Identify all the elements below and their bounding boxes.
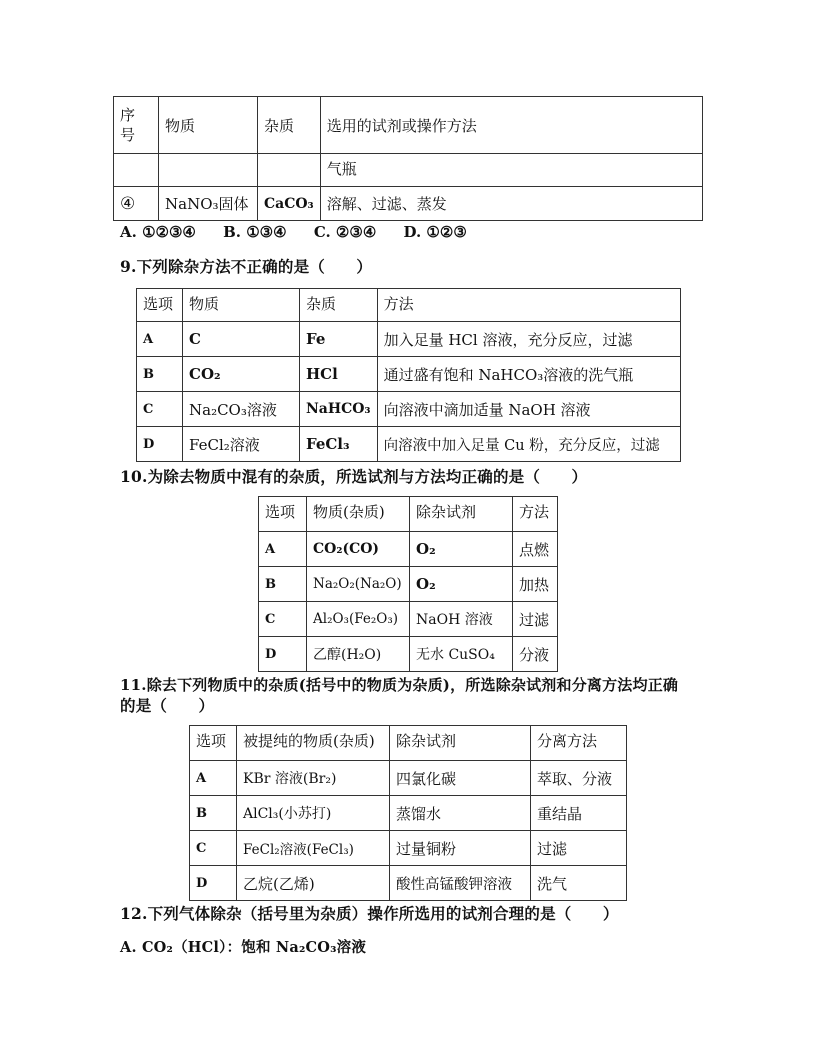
- question-10-title: 10.为除去物质中混有的杂质，所选试剂与方法均正确的是（ ）: [120, 467, 588, 486]
- table-cell: 除杂试剂: [410, 497, 513, 532]
- table-cell: 加入足量 HCl 溶液，充分反应，过滤: [377, 322, 680, 357]
- table-q9: [136, 288, 681, 462]
- table-row: [137, 427, 681, 462]
- table-cell: 萃取、分液: [531, 761, 627, 796]
- table-row: [259, 567, 558, 602]
- q8-options: [120, 223, 489, 241]
- table-cell: D: [137, 427, 183, 462]
- table-row: [114, 154, 703, 187]
- question-11-title-line1: 11.除去下列物质中的杂质(括号中的物质为杂质)，所选除杂试剂和分离方法均正确: [120, 676, 679, 694]
- table-row: [137, 392, 681, 427]
- table-cell: 选项: [259, 497, 307, 532]
- table-cell: A: [259, 532, 307, 567]
- option-b: B. ①③④: [223, 223, 287, 241]
- table-cell: 通过盛有饱和 NaHCO₃溶液的洗气瓶: [377, 357, 680, 392]
- table-cell: 溶解、过滤、蒸发: [320, 187, 702, 221]
- table-cell: 酸性高锰酸钾溶液: [390, 866, 531, 901]
- table-row: [190, 726, 627, 761]
- table-cell: 乙烷(乙烯): [237, 866, 390, 901]
- table-cell: A: [190, 761, 237, 796]
- table-q11: [189, 725, 627, 901]
- table-cell: NaOH 溶液: [410, 602, 513, 637]
- table-row: [190, 866, 627, 901]
- table-cell: 选用的试剂或操作方法: [320, 97, 702, 154]
- table-row: [259, 602, 558, 637]
- table-cell: [258, 154, 321, 187]
- table-cell: D: [190, 866, 237, 901]
- table-cell: 物质: [159, 97, 258, 154]
- table-cell: NaNO₃固体: [159, 187, 258, 221]
- table-cell: B: [190, 796, 237, 831]
- table-cell: FeCl₃: [300, 427, 378, 462]
- table-cell: 序 号: [114, 97, 159, 154]
- option-c: C. ②③④: [313, 223, 377, 241]
- table-cell: 方法: [377, 289, 680, 322]
- table-row: [259, 497, 558, 532]
- table-row: [114, 187, 703, 221]
- table-cell: 方法: [513, 497, 558, 532]
- table-cell: 过量铜粉: [390, 831, 531, 866]
- table-cell: 过滤: [531, 831, 627, 866]
- table-cell: 除杂试剂: [390, 726, 531, 761]
- option-a: A. ①②③④: [120, 223, 196, 241]
- table-cell: 重结晶: [531, 796, 627, 831]
- table-q10: [258, 496, 558, 672]
- table-cell: D: [259, 637, 307, 672]
- table-cell: C: [183, 322, 300, 357]
- table-cell: CO₂(CO): [307, 532, 410, 567]
- table-row: [259, 637, 558, 672]
- table-cell: ④: [114, 187, 159, 221]
- table-cell: [114, 154, 159, 187]
- table-cell: FeCl₂溶液: [183, 427, 300, 462]
- table-cell: 蒸馏水: [390, 796, 531, 831]
- table-cell: 乙醇(H₂O): [307, 637, 410, 672]
- table-cell: 气瓶: [320, 154, 702, 187]
- table-cell: Al₂O₃(Fe₂O₃): [307, 602, 410, 637]
- table-cell: FeCl₂溶液(FeCl₃): [237, 831, 390, 866]
- table-cell: 分离方法: [531, 726, 627, 761]
- table-row: [137, 322, 681, 357]
- table-cell: [159, 154, 258, 187]
- table-cell: 物质(杂质): [307, 497, 410, 532]
- table-cell: Fe: [300, 322, 378, 357]
- table-cell: 向溶液中加入足量 Cu 粉，充分反应，过滤: [377, 427, 680, 462]
- table-cell: 杂质: [258, 97, 321, 154]
- table-row: [190, 831, 627, 866]
- table-cell: 被提纯的物质(杂质): [237, 726, 390, 761]
- table-cell: 分液: [513, 637, 558, 672]
- question-11-title-line2: 的是（ ）: [120, 696, 215, 715]
- table-cell: CO₂: [183, 357, 300, 392]
- question-12-option-a: A. CO₂（HCl）：饱和 Na₂CO₃溶液: [120, 939, 367, 956]
- table-row: [259, 532, 558, 567]
- table-cell: 洗气: [531, 866, 627, 901]
- table-cell: A: [137, 322, 183, 357]
- table-cell: 选项: [137, 289, 183, 322]
- table-cell: HCl: [300, 357, 378, 392]
- table-q8: [113, 96, 703, 221]
- table-cell: 四氯化碳: [390, 761, 531, 796]
- table-row: [137, 357, 681, 392]
- table-cell: O₂: [410, 532, 513, 567]
- table-cell: C: [190, 831, 237, 866]
- table-cell: 选项: [190, 726, 237, 761]
- table-cell: 加热: [513, 567, 558, 602]
- table-cell: B: [259, 567, 307, 602]
- option-d: D. ①②③: [403, 223, 467, 241]
- table-row: [190, 761, 627, 796]
- table-cell: C: [137, 392, 183, 427]
- table-cell: AlCl₃(小苏打): [237, 796, 390, 831]
- table-cell: KBr 溶液(Br₂): [237, 761, 390, 796]
- table-cell: C: [259, 602, 307, 637]
- question-12-title: 12.下列气体除杂（括号里为杂质）操作所选用的试剂合理的是（ ）: [120, 904, 619, 923]
- table-cell: 点燃: [513, 532, 558, 567]
- table-cell: Na₂CO₃溶液: [183, 392, 300, 427]
- table-cell: B: [137, 357, 183, 392]
- table-cell: 杂质: [300, 289, 378, 322]
- table-cell: 物质: [183, 289, 300, 322]
- table-cell: CaCO₃: [258, 187, 321, 221]
- table-cell: 无水 CuSO₄: [410, 637, 513, 672]
- table-row: [114, 97, 703, 154]
- table-row: [190, 796, 627, 831]
- table-row: [137, 289, 681, 322]
- table-cell: O₂: [410, 567, 513, 602]
- question-9-title: 9.下列除杂方法不正确的是（ ）: [120, 257, 373, 276]
- table-cell: NaHCO₃: [300, 392, 378, 427]
- table-cell: 向溶液中滴加适量 NaOH 溶液: [377, 392, 680, 427]
- table-cell: 过滤: [513, 602, 558, 637]
- table-cell: Na₂O₂(Na₂O): [307, 567, 410, 602]
